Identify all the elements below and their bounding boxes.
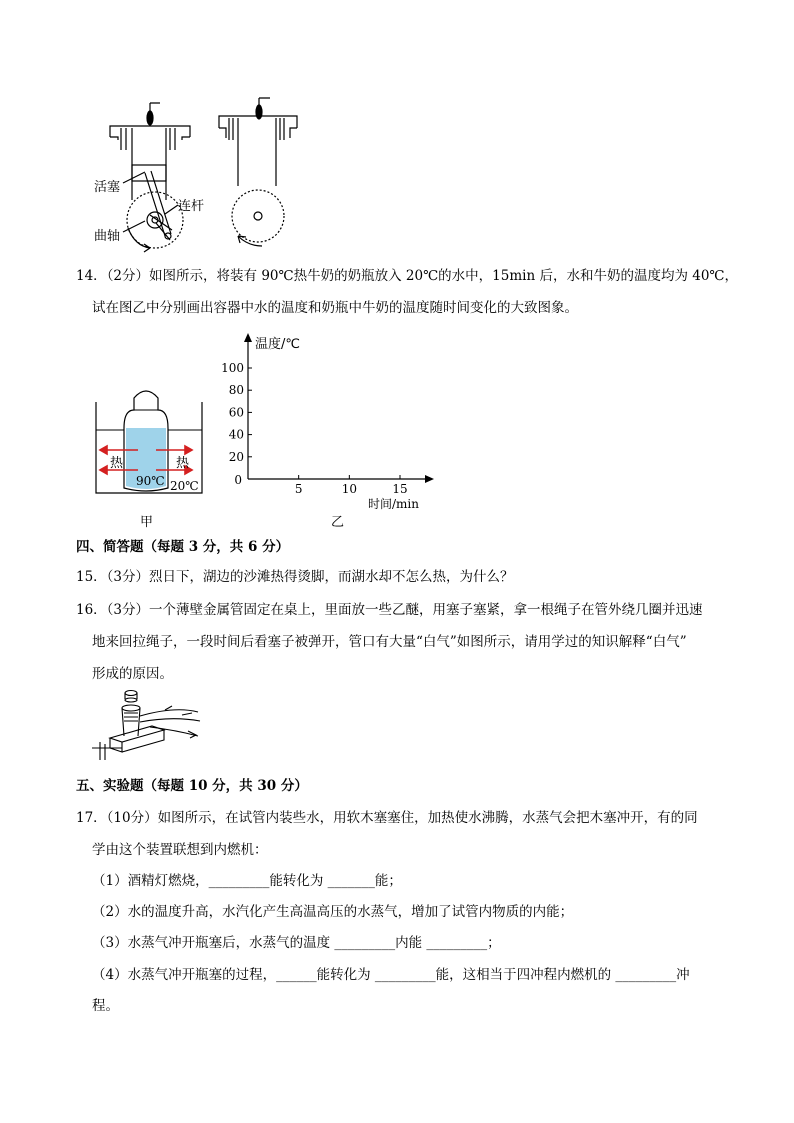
q14-score: （2分） xyxy=(106,268,150,284)
y-tick-label-60: 60 xyxy=(228,405,244,420)
q17-sub4-cont: 程。 xyxy=(92,998,119,1014)
section5-heading: 五、实验题（每题 10 分，共 30 分） xyxy=(76,778,308,794)
figure-yi-caption: 乙 xyxy=(331,515,345,530)
figure-jia-caption: 甲 xyxy=(140,515,154,530)
q17-line2: 学由这个装置联想到内燃机： xyxy=(92,842,268,858)
q16-line1: 16．（3分）一个薄壁金属管固定在桌上，里面放一些乙醚，用塞子塞紧，拿一根绳子在管外绕几圈并迅速 xyxy=(76,602,703,618)
q17-line1: 17．（10分）如图所示，在试管内装些水，用软木塞塞住，加热使水沸腾，水蒸气会把木塞冲开，有的同 xyxy=(76,810,698,826)
q16-line3: 形成的原因。 xyxy=(92,666,173,682)
section4-heading: 四、简答题（每题 3 分，共 6 分） xyxy=(76,539,290,555)
y-tick-label-20: 20 xyxy=(228,449,244,464)
x-tick-label-10: 10 xyxy=(341,482,357,496)
heat-label-left: 热 xyxy=(110,456,124,471)
x-axis-label: 时间/min xyxy=(368,497,419,511)
q17-sub3: （3）水蒸气冲开瓶塞后，水蒸气的温度 _________内能 _________； xyxy=(92,935,501,951)
q17-sub4: （4）水蒸气冲开瓶塞的过程，______能转化为 _________能，这相当于四冲程内燃机的 _________冲 xyxy=(92,967,690,983)
y-axis-label: 温度/℃ xyxy=(255,337,300,352)
q14-line2: 试在图乙中分别画出容器中水的温度和奶瓶中牛奶的温度随时间变化的大致图象。 xyxy=(92,300,578,316)
heat-label-right: 热 xyxy=(176,456,190,471)
crankshaft-label: 曲轴 xyxy=(94,229,121,244)
x-tick-label-5: 5 xyxy=(294,482,303,496)
origin-label: 0 xyxy=(234,473,242,487)
y-tick-label-40: 40 xyxy=(228,427,244,442)
q17-sub2: （2）水的温度升高，水汽化产生高温高压的水蒸气，增加了试管内物质的内能； xyxy=(92,904,574,920)
q17-sub1: （1）酒精灯燃烧，_________能转化为 _______能； xyxy=(92,873,402,889)
y-tick-label-80: 80 xyxy=(228,383,244,398)
water-temp-label: 20℃ xyxy=(170,479,199,493)
q16-line2: 地来回拉绳子，一段时间后看塞子被弹开，管口有大量“白气”如图所示，请用学过的知识解释“白气” xyxy=(92,634,687,650)
milk-temp-label: 90℃ xyxy=(136,474,165,488)
q14-number: 14． xyxy=(76,268,107,284)
connecting-rod-label: 连杆 xyxy=(178,199,205,214)
piston-label: 活塞 xyxy=(94,180,121,195)
x-tick-label-15: 15 xyxy=(392,482,408,496)
y-tick-label-100: 100 xyxy=(221,361,244,375)
q14-text-line1: 如图所示，将装有 90℃热牛奶的奶瓶放入 20℃的水中，15min 后，水和牛奶的温度均为 40℃， xyxy=(149,268,739,284)
q15-text: 15．（3分）烈日下，湖边的沙滩热得烫脚，而湖水却不怎么热，为什么？ xyxy=(76,569,514,585)
